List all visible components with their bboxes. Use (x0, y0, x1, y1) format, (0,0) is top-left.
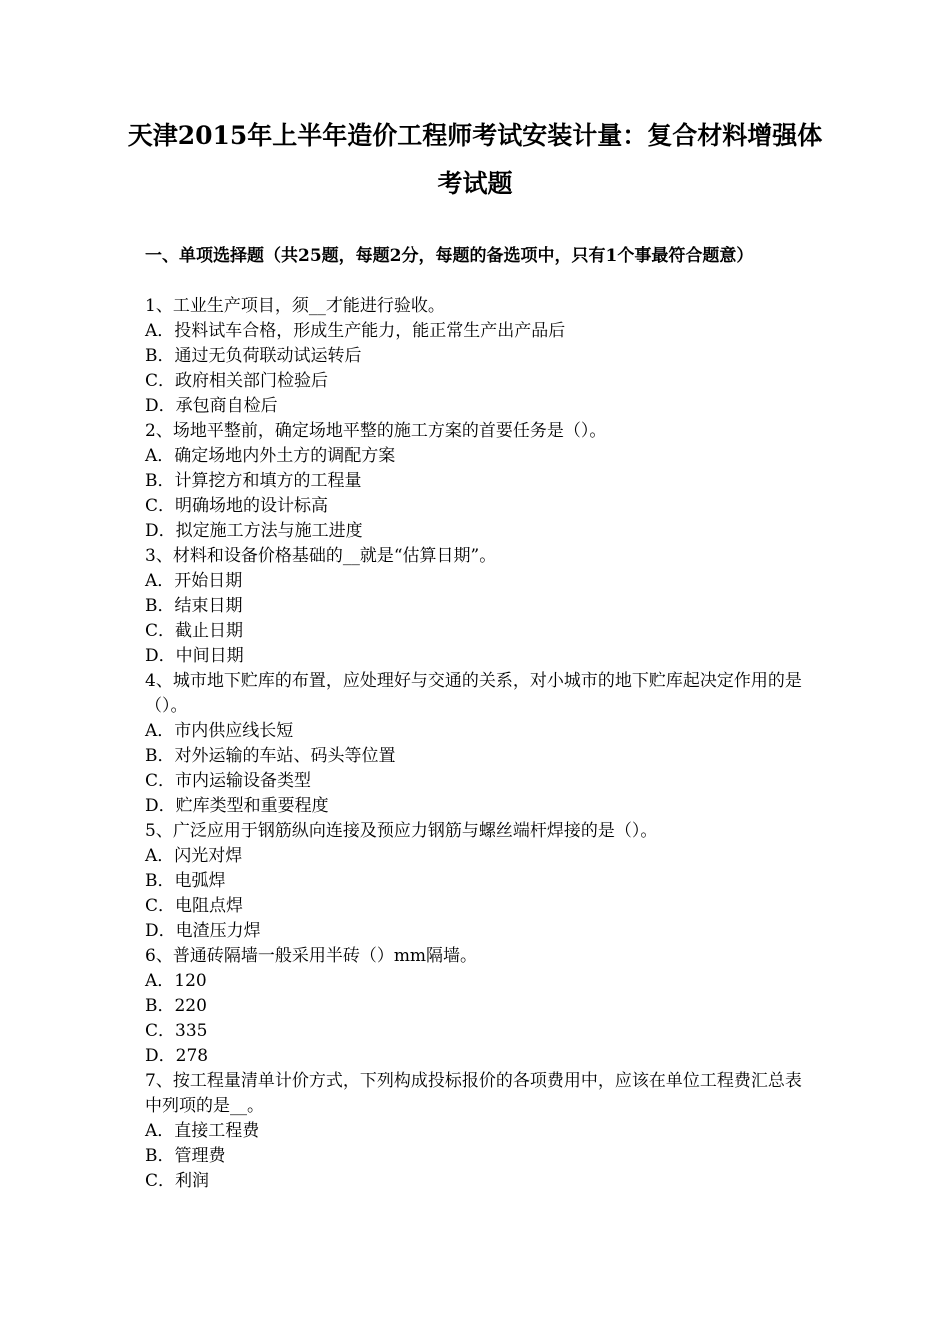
option-text: B．管理费 (145, 1146, 226, 1166)
option-text: D．拟定施工方法与施工进度 (145, 521, 363, 541)
option-text: D．电渣压力焊 (145, 921, 261, 941)
option-text: A．120 (145, 971, 207, 991)
question-text: 1、工业生产项目，须__才能进行验收。 (145, 296, 445, 316)
question-text: 5、广泛应用于钢筋纵向连接及预应力钢筋与螺丝端杆焊接的是（）。 (145, 821, 658, 841)
document-title: 天津2015年上半年造价工程师考试安装计量：复合材料增强体考试题 (127, 121, 823, 198)
option-text: B．结束日期 (145, 596, 243, 616)
option-text: D．贮库类型和重要程度 (145, 796, 329, 816)
question-list (145, 294, 810, 1194)
option-text: C．截止日期 (145, 621, 244, 641)
option-text: A．确定场地内外土方的调配方案 (145, 446, 396, 466)
question-text: 4、城市地下贮库的布置，应处理好与交通的关系，对小城市的地下贮库起决定作用的是（）。 (145, 671, 802, 716)
option-text: A．市内供应线长短 (145, 721, 294, 741)
option-text: D．278 (145, 1046, 209, 1066)
option-text: C．政府相关部门检验后 (145, 371, 329, 391)
option-text: D．承包商自检后 (145, 396, 278, 416)
option-text: B．通过无负荷联动试运转后 (145, 346, 362, 366)
option-text: C．335 (145, 1021, 208, 1041)
option-text: B．计算挖方和填方的工程量 (145, 471, 362, 491)
section-heading: 一、单项选择题（共25题，每题2分，每题的备选项中，只有1个事最符合题意） (145, 246, 754, 266)
option-text: A．开始日期 (145, 571, 243, 591)
option-text: B．220 (145, 996, 207, 1016)
question-text: 3、材料和设备价格基础的__就是“估算日期”。 (145, 546, 497, 566)
option-text: A．投料试车合格，形成生产能力，能正常生产出产品后 (145, 321, 566, 341)
question-text: 6、普通砖隔墙一般采用半砖（）mm隔墙。 (145, 946, 478, 966)
option-text: C．明确场地的设计标高 (145, 496, 329, 516)
option-text: D．中间日期 (145, 646, 244, 666)
option-text: C．电阻点焊 (145, 896, 244, 916)
option-text: B．电弧焊 (145, 871, 226, 891)
option-text: C．利润 (145, 1171, 210, 1191)
option-text: A．闪光对焊 (145, 846, 243, 866)
question-text: 7、按工程量清单计价方式，下列构成投标报价的各项费用中，应该在单位工程费汇总表中列项的是__。 (145, 1071, 802, 1116)
question-text: 2、场地平整前，确定场地平整的施工方案的首要任务是（）。 (145, 421, 607, 441)
option-text: A．直接工程费 (145, 1121, 260, 1141)
option-text: B．对外运输的车站、码头等位置 (145, 746, 396, 766)
option-text: C．市内运输设备类型 (145, 771, 312, 791)
